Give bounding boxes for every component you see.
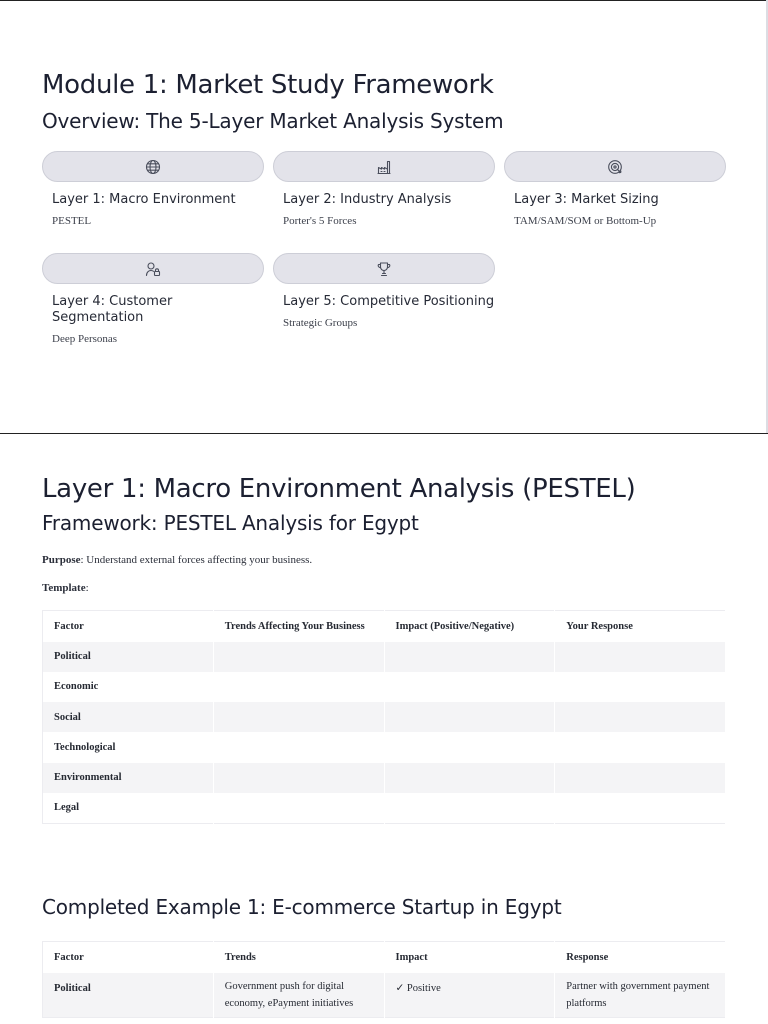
table-row <box>43 793 726 823</box>
table-cell[interactable] <box>384 642 555 672</box>
impact-cell: ✓ Positive <box>384 973 555 1018</box>
table-cell[interactable] <box>213 763 384 793</box>
column-header: Your Response <box>555 611 726 642</box>
purpose-label: Purpose <box>42 554 81 566</box>
table-header-row <box>43 611 726 642</box>
trophy-icon <box>376 261 392 277</box>
template-colon: : <box>85 582 89 594</box>
factor-cell: Technological <box>43 732 214 762</box>
globe-icon <box>145 159 161 175</box>
table-cell[interactable] <box>555 642 726 672</box>
layer-card-5-badge <box>273 253 495 284</box>
table-cell[interactable] <box>555 732 726 762</box>
table-row <box>43 763 726 793</box>
factory-icon <box>376 159 392 175</box>
layer-card-4-title: Layer 4: Customer Segmentation <box>52 294 173 325</box>
table-row <box>43 973 726 1018</box>
layer-card-5-subtitle: Strategic Groups <box>283 317 358 329</box>
column-header: Trends Affecting Your Business <box>213 611 384 642</box>
layer-card-3-title: Layer 3: Market Sizing <box>514 192 659 207</box>
table-cell[interactable] <box>384 672 555 702</box>
layer-card-5-title: Layer 5: Competitive Positioning <box>283 294 495 309</box>
page-title: Module 1: Market Study Framework <box>42 70 494 100</box>
overview-subtitle: Overview: The 5-Layer Market Analysis System <box>42 109 504 133</box>
table-cell[interactable] <box>384 793 555 823</box>
table-cell[interactable] <box>555 763 726 793</box>
column-header: Factor <box>43 611 214 642</box>
table-header-row <box>43 942 726 973</box>
factor-cell: Political <box>43 973 214 1018</box>
pestel-template-table <box>42 610 726 824</box>
factor-cell: Economic <box>43 672 214 702</box>
table-cell[interactable] <box>213 702 384 732</box>
table-row <box>43 732 726 762</box>
template-label: Template <box>42 582 86 594</box>
table-row <box>43 672 726 702</box>
purpose-text <box>42 554 312 566</box>
column-header: Factor <box>43 942 214 973</box>
layer-card-4-subtitle: Deep Personas <box>52 333 118 345</box>
factor-cell: Legal <box>43 793 214 823</box>
trends-cell: Government push for digital economy, ePayment initiatives <box>213 973 384 1018</box>
layer-card-3 <box>504 151 726 227</box>
top-divider <box>0 0 768 1</box>
section-divider <box>0 433 768 434</box>
layer-card-3-subtitle: TAM/SAM/SOM or Bottom-Up <box>514 215 657 227</box>
column-header: Response <box>555 942 726 973</box>
column-header: Impact (Positive/Negative) <box>384 611 555 642</box>
layer-card-5 <box>273 253 495 329</box>
example-table <box>42 941 726 1018</box>
layer1-title: Layer 1: Macro Environment Analysis (PESTEL) <box>42 474 636 504</box>
user-lock-icon <box>145 261 161 277</box>
column-header: Impact <box>384 942 555 973</box>
table-cell[interactable] <box>555 793 726 823</box>
table-cell[interactable] <box>384 702 555 732</box>
target-icon <box>607 159 623 175</box>
template-label-line <box>42 582 89 594</box>
table-cell[interactable] <box>213 793 384 823</box>
layer-card-1 <box>42 151 264 227</box>
layer-card-1-subtitle: PESTEL <box>52 215 92 227</box>
factor-cell: Political <box>43 642 214 672</box>
table-cell[interactable] <box>213 672 384 702</box>
purpose-body: : Understand external forces affecting your business. <box>80 554 313 566</box>
table-cell[interactable] <box>555 702 726 732</box>
table-row <box>43 642 726 672</box>
layer-card-4-badge <box>42 253 264 284</box>
layer-card-4 <box>42 253 264 345</box>
layer-card-2 <box>273 151 495 227</box>
table-cell[interactable] <box>213 642 384 672</box>
layer-card-1-badge <box>42 151 264 182</box>
response-cell: Partner with government payment platforms <box>555 973 726 1018</box>
layer-card-2-title: Layer 2: Industry Analysis <box>283 192 452 207</box>
layer-card-1-title: Layer 1: Macro Environment <box>52 192 236 207</box>
layer-card-3-badge <box>504 151 726 182</box>
table-cell[interactable] <box>555 672 726 702</box>
table-row <box>43 702 726 732</box>
layer-card-2-badge <box>273 151 495 182</box>
factor-cell: Social <box>43 702 214 732</box>
table-cell[interactable] <box>384 732 555 762</box>
column-header: Trends <box>213 942 384 973</box>
layer-card-2-subtitle: Porter's 5 Forces <box>283 215 357 227</box>
factor-cell: Environmental <box>43 763 214 793</box>
pestel-subtitle: Framework: PESTEL Analysis for Egypt <box>42 511 419 535</box>
table-cell[interactable] <box>384 763 555 793</box>
example-title: Completed Example 1: E-commerce Startup in Egypt <box>42 895 562 919</box>
table-cell[interactable] <box>213 732 384 762</box>
